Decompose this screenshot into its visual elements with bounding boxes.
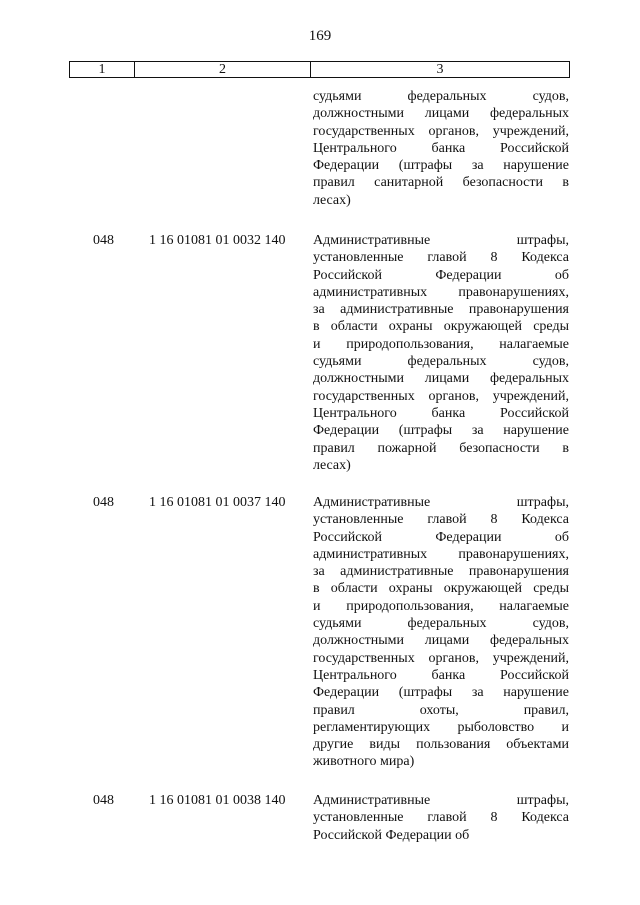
- description-line: Российской Федерации об: [313, 267, 569, 283]
- description-line: за административные правонарушения: [313, 564, 569, 580]
- description-line: государственных органов, учреждений,: [313, 650, 569, 666]
- description-line: Центрального банка Российской: [313, 140, 569, 156]
- description-line: правил пожарной безопасности в: [313, 440, 569, 456]
- description-line: государственных органов, учреждений,: [313, 123, 569, 139]
- description-line: правил охоты, правил,: [313, 702, 569, 718]
- description-line: судьями федеральных судов,: [313, 89, 569, 104]
- description-line: Административные штрафы,: [313, 793, 569, 808]
- description-line: государственных органов, учреждений,: [313, 388, 569, 404]
- description-line: Федерации (штрафы за нарушение: [313, 423, 569, 439]
- description-line: другие виды пользования объектами: [313, 737, 569, 753]
- description-line: Российской Федерации об: [313, 827, 470, 843]
- description-line: в области охраны окружающей среды: [313, 581, 569, 597]
- description-line: животного мира): [313, 754, 415, 770]
- description-line: судьями федеральных судов,: [313, 354, 569, 370]
- row-description: [313, 792, 569, 844]
- description-line: и природопользования, налагаемые: [313, 598, 569, 614]
- description-line: установленные главой 8 Кодекса: [313, 810, 569, 826]
- description-line: Российской Федерации об: [313, 529, 569, 545]
- row-admin-code: 048: [93, 495, 114, 510]
- description-line: административных правонарушениях,: [313, 284, 569, 300]
- header-col-3: 3: [436, 61, 444, 77]
- row-kbk-code: 1 16 01081 01 0038 140: [149, 793, 286, 808]
- page-number: 169: [308, 28, 332, 44]
- description-line: должностными лицами федеральных: [313, 371, 569, 387]
- row-kbk-code: 1 16 01081 01 0037 140: [149, 495, 286, 510]
- header-col-1: 1: [70, 62, 135, 77]
- description-line: лесах): [313, 192, 351, 208]
- description-line: должностными лицами федеральных: [313, 633, 569, 649]
- description-line: судьями федеральных судов,: [313, 616, 569, 632]
- row-description: [313, 88, 569, 209]
- description-line: Федерации (штрафы за нарушение: [313, 158, 569, 174]
- row-admin-code: 048: [93, 793, 114, 808]
- description-line: за административные правонарушения: [313, 302, 569, 318]
- description-line: Федерации (штрафы за нарушение: [313, 685, 569, 701]
- header-col-2: 2: [135, 62, 311, 77]
- description-line: в области охраны окружающей среды: [313, 319, 569, 335]
- description-line: установленные главой 8 Кодекса: [313, 512, 569, 528]
- row-admin-code: 048: [93, 233, 114, 248]
- row-description: [313, 494, 569, 771]
- description-line: Административные штрафы,: [313, 495, 569, 510]
- description-line: правил санитарной безопасности в: [313, 175, 569, 191]
- description-line: установленные главой 8 Кодекса: [313, 250, 569, 266]
- description-line: регламентирующих рыболовство и: [313, 719, 569, 735]
- description-line: лесах): [313, 457, 351, 473]
- description-line: административных правонарушениях,: [313, 546, 569, 562]
- description-line: Центрального банка Российской: [313, 405, 569, 421]
- row-kbk-code: 1 16 01081 01 0032 140: [149, 233, 286, 248]
- row-description: [313, 232, 569, 474]
- description-line: Центрального банка Российской: [313, 667, 569, 683]
- description-line: и природопользования, налагаемые: [313, 336, 569, 352]
- description-line: должностными лицами федеральных: [313, 106, 569, 122]
- description-line: Административные штрафы,: [313, 233, 569, 248]
